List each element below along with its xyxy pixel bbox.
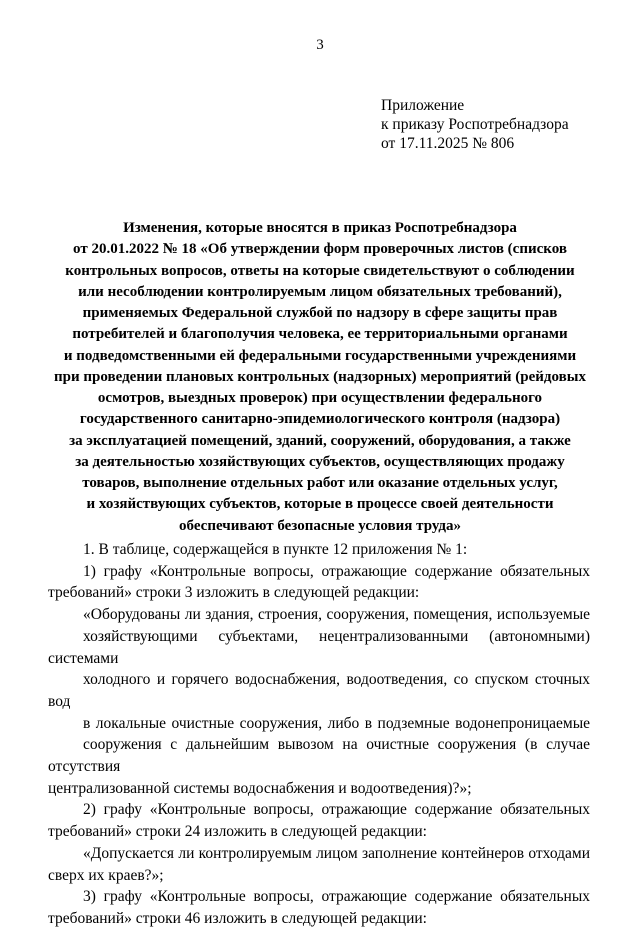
paragraph-line: хозяйствующими субъектами, нецентрализованными (автономными) системами bbox=[48, 627, 590, 667]
title-line: обеспечивают безопасные условия труда» bbox=[179, 517, 461, 534]
paragraph-subitem-1 bbox=[48, 561, 590, 604]
title-line: осмотров, выездных проверок) при осуществлении федерального bbox=[97, 390, 543, 406]
paragraph-subitem-3 bbox=[48, 886, 590, 929]
paragraph-line: 2) графу «Контрольные вопросы, отражающие содержание обязательных bbox=[83, 801, 590, 819]
paragraph-line: требований» строки 24 изложить в следующей редакции: bbox=[48, 823, 427, 841]
title-line: государственного санитарно-эпидемиологического контроля (надзора) bbox=[79, 411, 561, 428]
title-line: за эксплуатацией помещений, зданий, сооружений, оборудования, а также bbox=[69, 432, 571, 449]
title-line: за деятельностью хозяйствующих субъектов, осуществляющих продажу bbox=[75, 453, 565, 470]
paragraph-line: 1) графу «Контрольные вопросы, отражающие содержание обязательных bbox=[83, 562, 590, 580]
paragraph-subitem-2 bbox=[48, 799, 590, 842]
title-line: при проведении плановых контрольных (надзорных) мероприятий (рейдовых bbox=[54, 368, 586, 385]
paragraph-line: 3) графу «Контрольные вопросы, отражающие содержание обязательных bbox=[83, 888, 590, 906]
paragraph-line: сооружения с дальнейшим вывозом на очистные сооружения (в случае отсутствия bbox=[48, 736, 590, 776]
paragraph-line: «Оборудованы ли здания, строения, сооружения, помещения, используемые bbox=[83, 606, 590, 624]
title-line: или несоблюдении контролируемым лицом обязательных требований), bbox=[78, 283, 562, 300]
document-body bbox=[48, 539, 590, 930]
paragraph-line: холодного и горячего водоснабжения, водоотведения, со спуском сточных вод bbox=[48, 671, 590, 710]
paragraph-quote-2 bbox=[48, 843, 590, 886]
document-title bbox=[20, 218, 620, 537]
paragraph-line: сверх их краев?»; bbox=[48, 866, 164, 884]
paragraph-item-1 bbox=[48, 539, 590, 561]
title-line: от 20.01.2022 № 18 «Об утверждении форм проверочных листов (списков bbox=[73, 241, 567, 258]
appendix-line: к приказу Роспотребнадзора bbox=[381, 116, 569, 133]
paragraph-line: требований» строки 3 изложить в следующей редакции: bbox=[48, 584, 420, 602]
title-line: контрольных вопросов, ответы на которые свидетельствуют о соблюдении bbox=[65, 262, 575, 279]
paragraph-line: централизованной системы водоснабжения и водоотведения)?»; bbox=[48, 779, 472, 797]
page-number: 3 bbox=[316, 37, 324, 53]
title-line: товаров, выполнение отдельных работ или оказание отдельных услуг, bbox=[82, 475, 558, 491]
paragraph-line: 1. В таблице, содержащейся в пункте 12 приложения № 1: bbox=[83, 541, 468, 558]
paragraph-line: в локальные очистные сооружения, либо в подземные водонепроницаемые bbox=[83, 714, 590, 732]
paragraph-line: требований» строки 46 изложить в следующей редакции: bbox=[48, 909, 427, 927]
title-line: и подведомственными ей федеральными государственными учреждениями bbox=[63, 347, 577, 364]
title-line: применяемых Федеральной службой по надзору в сфере защиты прав bbox=[82, 305, 558, 321]
title-line: потребителей и благополучия человека, ее территориальными органами bbox=[72, 326, 568, 343]
title-line: и хозяйствующих субъектов, которые в процессе своей деятельности bbox=[86, 496, 554, 513]
appendix-line: Приложение bbox=[381, 97, 465, 114]
appendix-line: от 17.11.2025 № 806 bbox=[381, 135, 515, 152]
appendix-block bbox=[381, 96, 569, 153]
paragraph-quote-1 bbox=[48, 604, 590, 799]
title-line: Изменения, которые вносятся в приказ Роспотребнадзора bbox=[123, 220, 517, 236]
paragraph-line: «Допускается ли контролируемым лицом заполнение контейнеров отходами bbox=[83, 844, 590, 862]
